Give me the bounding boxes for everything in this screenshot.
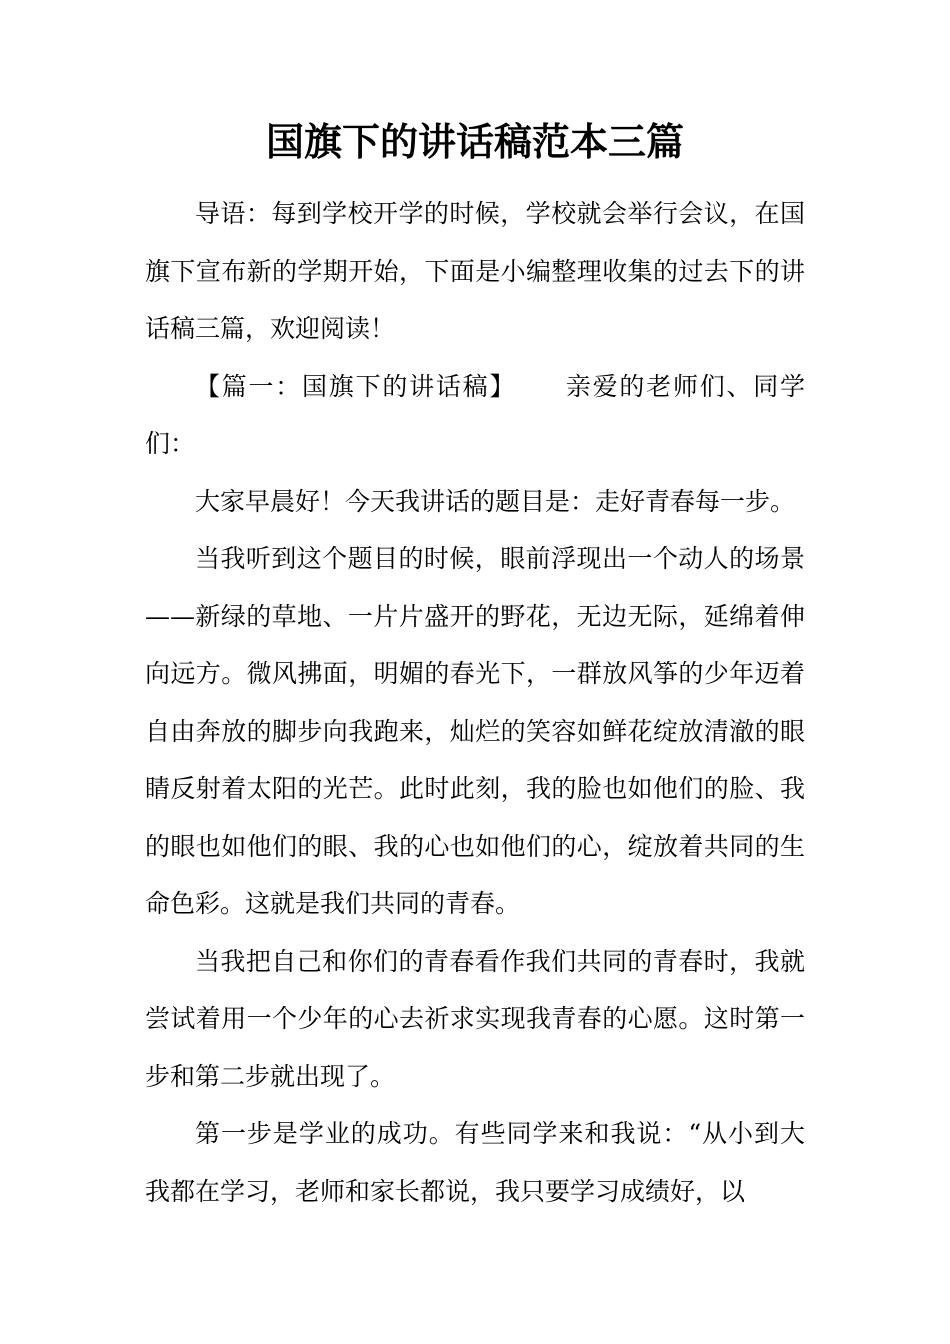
document-body: [145, 185, 805, 1220]
body-paragraph-1: 大家早晨好！今天我讲话的题目是：走好青春每一步。: [195, 486, 796, 516]
body-paragraph-2: 当我听到这个题目的时候，眼前浮现出一个动人的场景——新绿的草地、一片片盛开的野花，无边无际，延绵着伸向远方。微风拂面，明媚的春光下，一群放风筝的少年迈着自由奔放的脚步向我跑来，灿烂的笑容如鲜花绽放清澈的眼睛反射着太阳的光芒。此时此刻，我的脸也如他们的脸、我的眼也如他们的眼、我的心也如他们的心，绽放着共同的生命色彩。这就是我们共同的青春。: [145, 544, 805, 918]
body-paragraph-3: 当我把自己和你们的青春看作我们共同的青春时，我就尝试着用一个少年的心去祈求实现我青春的心愿。这时第一步和第二步就出现了。: [145, 946, 805, 1091]
intro-paragraph: 导语：每到学校开学的时候，学校就会举行会议，在国旗下宣布新的学期开始，下面是小编整理收集的过去下的讲话稿三篇，欢迎阅读！: [145, 199, 805, 343]
greeting-text: 亲爱的老师们、同学们：: [145, 371, 805, 458]
section-heading: 【篇一：国旗下的讲话稿】: [195, 371, 517, 401]
body-paragraph-4: 第一步是学业的成功。有些同学来和我说：“从小到大我都在学习，老师和家长都说，我只要学习成绩好，以: [145, 1119, 805, 1206]
page-title: 国旗下的讲话稿范本三篇: [265, 119, 684, 164]
section-heading-paragraph: [145, 358, 805, 473]
